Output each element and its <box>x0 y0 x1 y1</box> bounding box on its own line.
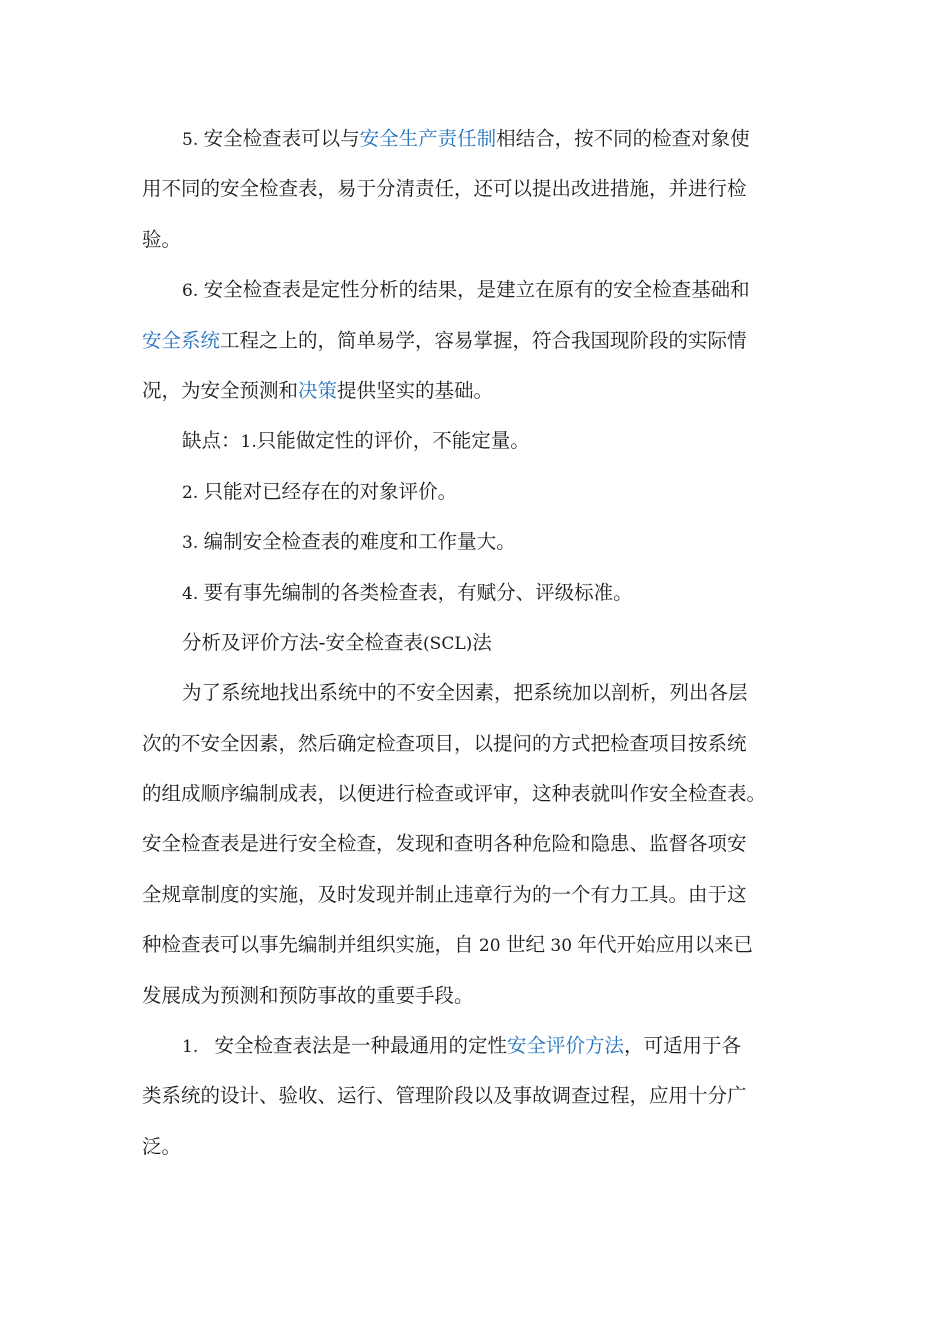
text-run: 世纪 <box>505 933 545 957</box>
paragraph-6-line-2 <box>142 316 822 366</box>
disadvantages-line <box>142 517 822 567</box>
link-safety-responsibility-system[interactable]: 安全生产责任制 <box>359 127 497 150</box>
paragraph-5-line-1 <box>142 114 822 164</box>
text-run: 只能做定性的评价，不能定量。 <box>256 429 530 453</box>
paragraph-line: 泛。 <box>142 1134 182 1158</box>
item-number: 1. <box>240 432 257 453</box>
text-run: 缺点： <box>182 429 241 453</box>
text-run: 提供坚实的基础。 <box>337 378 494 402</box>
text-run: 安全检查表可以与 <box>203 127 360 150</box>
item-number: 5. <box>182 130 204 150</box>
link-safety-system[interactable]: 安全系统 <box>142 328 221 352</box>
paragraph-scl-definition <box>142 668 822 1021</box>
paragraph-line <box>142 1021 822 1071</box>
paragraph-line: 全规章制度的实施，及时发现并制止违章行为的一个有力工具。由于这 <box>142 882 747 906</box>
text-run: 况，为安全预测和 <box>142 378 299 402</box>
item-number: 6. <box>182 281 204 302</box>
disadvantages-line <box>142 467 822 517</box>
text-run: 安全检查表法是一种最通用的定性 <box>214 1034 507 1058</box>
text-run: 工程之上的，简单易学，容易掌握，符合我国现阶段的实际情 <box>220 328 747 352</box>
disadvantages-line <box>142 568 822 618</box>
item-number: 1. <box>182 1037 215 1058</box>
paragraph-line: 为了系统地找出系统中的不安全因素，把系统加以剖析，列出各层 <box>182 681 748 705</box>
text-run: 要有事先编制的各类检查表，有赋分、评级标准。 <box>203 580 633 604</box>
paragraph-line: 的组成顺序编制成表，以便进行检查或评审，这种表就叫作安全检查表。 <box>142 782 767 806</box>
text-run: 安全检查表是定性分析的结果，是建立在原有的安全检查基础和 <box>203 278 750 302</box>
text-run: 只能对已经存在的对象评价。 <box>203 479 458 503</box>
text-run: 相结合，按不同的检查对象使 <box>496 127 750 150</box>
text-run: 法 <box>472 630 492 654</box>
section-heading-line <box>142 618 822 668</box>
paragraph-6-line-3 <box>142 366 822 416</box>
paragraph-line: 次的不安全因素，然后确定检查项目，以提问的方式把检查项目按系统 <box>142 731 747 755</box>
disadvantages-item-1 <box>142 416 822 466</box>
item-number: 2. <box>182 482 204 503</box>
paragraph-line: 安全检查表是进行安全检查，发现和查明各种危险和隐患、监督各项安 <box>142 832 747 856</box>
text-run: 编制安全检查表的难度和工作量大。 <box>203 530 516 554</box>
number: 30 <box>544 936 578 957</box>
link-decision[interactable]: 决策 <box>298 378 338 402</box>
paragraph-line: 类系统的设计、验收、运行、管理阶段以及事故调查过程，应用十分广 <box>142 1084 747 1108</box>
text-run: ，可适用于各 <box>623 1034 741 1058</box>
paragraph-5-line-2: 用不同的安全检查表，易于分清责任，还可以提出改进措施，并进行检 <box>142 177 747 201</box>
paragraph-5 <box>142 114 822 265</box>
abbreviation: (SCL) <box>423 633 473 654</box>
link-safety-evaluation-method[interactable]: 安全评价方法 <box>506 1034 624 1058</box>
disadvantages-item-2 <box>142 467 822 517</box>
item-number: 3. <box>182 533 204 554</box>
document-body <box>142 114 822 1172</box>
disadvantages-item-4 <box>142 568 822 618</box>
item-number: 4. <box>182 583 204 604</box>
number: 20 <box>473 936 506 957</box>
disadvantages-item-3 <box>142 517 822 567</box>
paragraph-line <box>142 920 822 970</box>
paragraph-advantage-1 <box>142 1021 822 1172</box>
paragraph-5-line-3: 验。 <box>142 227 182 251</box>
section-heading <box>142 618 822 668</box>
text-run: 年代开始应用以来已 <box>577 933 753 957</box>
paragraph-6 <box>142 265 822 416</box>
paragraph-6-line-1 <box>142 265 822 315</box>
text-run: 种检查表可以事先编制并组织实施，自 <box>142 933 474 957</box>
paragraph-line: 发展成为预测和预防事故的重要手段。 <box>142 983 474 1007</box>
disadvantages-line <box>142 416 822 466</box>
text-run: 分析及评价方法-安全检查表 <box>182 630 424 654</box>
